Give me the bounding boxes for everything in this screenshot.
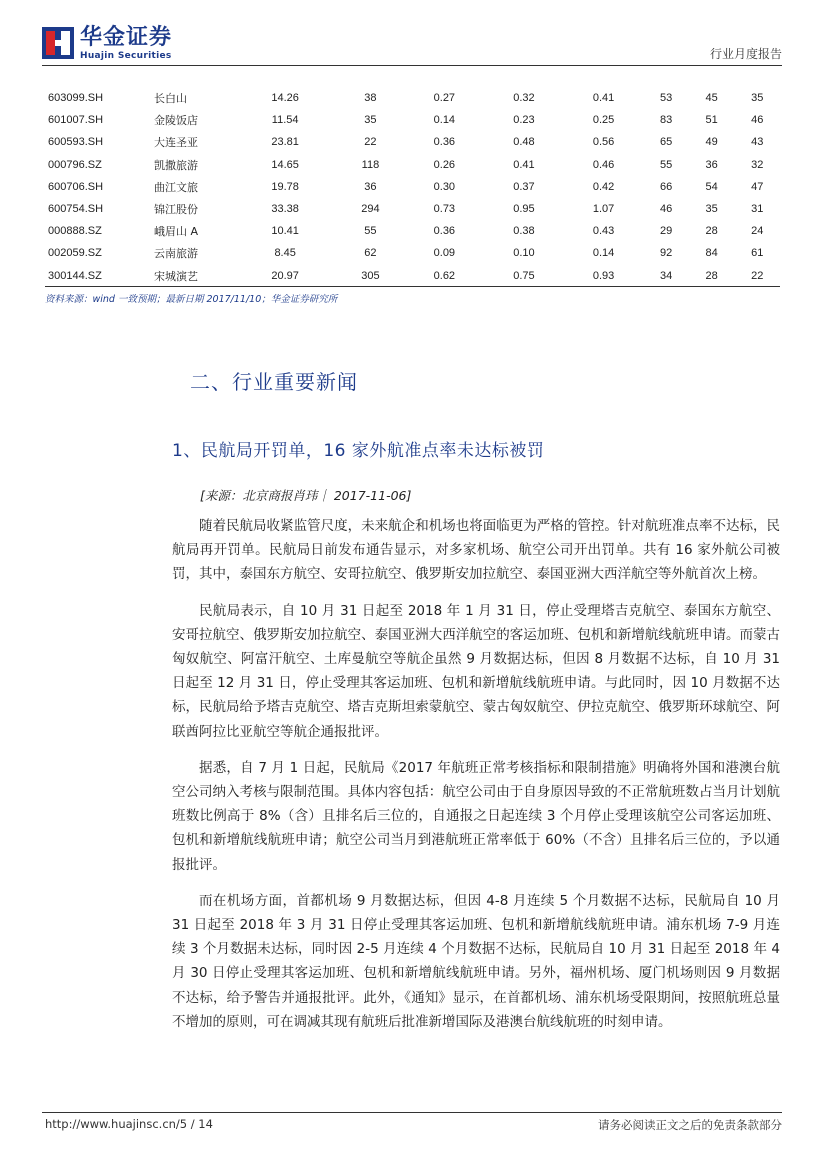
footer-disclaimer: 请务必阅读正文之后的免责条款部分 bbox=[598, 1118, 782, 1132]
table-cell: 19.78 bbox=[271, 180, 299, 193]
table-cell: 0.75 bbox=[513, 269, 535, 282]
page-header bbox=[42, 25, 782, 65]
table-cell: 0.41 bbox=[592, 92, 615, 105]
table-row bbox=[45, 198, 780, 220]
table-cell: 34 bbox=[660, 269, 673, 282]
table-cell: 0.42 bbox=[592, 180, 615, 193]
table-row bbox=[45, 87, 780, 109]
stock-code-cell: 600706.SH bbox=[48, 180, 104, 193]
stock-name-cell: 曲江文旅 bbox=[154, 180, 198, 194]
table-cell: 0.46 bbox=[592, 158, 615, 171]
table-cell: 0.95 bbox=[513, 203, 535, 216]
table-row bbox=[45, 265, 780, 287]
table-cell: 0.23 bbox=[513, 114, 535, 127]
table-cell: 0.48 bbox=[513, 136, 535, 149]
news-title: 1、民航局开罚单，16 家外航准点率未达标被罚 bbox=[172, 441, 545, 461]
table-cell: 0.09 bbox=[433, 247, 456, 260]
stock-code-cell: 000796.SZ bbox=[48, 158, 102, 171]
logo-english-name: Huajin Securities bbox=[80, 51, 172, 61]
table-row bbox=[45, 131, 780, 153]
table-cell: 305 bbox=[361, 269, 380, 282]
table-cell: 38 bbox=[364, 92, 377, 105]
table-cell: 0.38 bbox=[513, 225, 535, 238]
table-cell: 0.37 bbox=[513, 180, 535, 193]
table-cell: 36 bbox=[364, 180, 377, 193]
table-cell: 61 bbox=[751, 247, 764, 260]
stock-name-cell: 锦江股份 bbox=[154, 203, 198, 217]
stock-name-cell: 长白山 bbox=[154, 92, 187, 106]
table-cell: 46 bbox=[751, 114, 764, 127]
table-cell: 0.10 bbox=[513, 247, 535, 260]
stock-name-cell: 云南旅游 bbox=[154, 247, 198, 261]
stock-code-cell: 300144.SZ bbox=[48, 269, 102, 282]
table-cell: 92 bbox=[660, 247, 673, 260]
table-cell: 36 bbox=[705, 158, 718, 171]
news-article bbox=[172, 514, 780, 1046]
table-cell: 24 bbox=[751, 225, 764, 238]
table-cell: 35 bbox=[364, 114, 377, 127]
table-cell: 0.26 bbox=[433, 158, 456, 171]
table-cell: 118 bbox=[361, 158, 380, 171]
table-cell: 0.27 bbox=[433, 92, 456, 105]
section-title: 二、行业重要新闻 bbox=[190, 370, 358, 394]
table-cell: 55 bbox=[364, 225, 377, 238]
table-row bbox=[45, 220, 780, 242]
table-cell: 43 bbox=[751, 136, 764, 149]
table-cell: 0.32 bbox=[513, 92, 535, 105]
footer-url-page: http://www.huajinsc.cn/5 / 14 bbox=[45, 1117, 213, 1131]
table-cell: 294 bbox=[361, 203, 380, 216]
news-source: [来源：北京商报肖玮｜ 2017-11-06] bbox=[200, 488, 412, 503]
article-paragraph: 随着民航局收紧监管尺度，未来航企和机场也将面临更为严格的管控。针对航班准点率不达标，民航局再开罚单。民航局日前发布通告显示，对多家机场、航空公司开出罚单。共有 16 家外航公司被罚，其中，泰国东方航空、安哥拉航空、俄罗斯安加拉航空、泰国亚洲大西洋航空等外航首次上榜。 bbox=[172, 518, 780, 583]
table-cell: 20.97 bbox=[271, 269, 299, 282]
table-cell: 1.07 bbox=[592, 203, 615, 216]
table-cell: 0.36 bbox=[433, 136, 456, 149]
table-cell: 0.93 bbox=[592, 269, 615, 282]
stock-code-cell: 603099.SH bbox=[48, 92, 104, 105]
table-cell: 84 bbox=[705, 247, 718, 260]
stock-name-cell: 峨眉山 A bbox=[154, 225, 199, 239]
table-cell: 33.38 bbox=[271, 203, 299, 216]
stock-code-cell: 002059.SZ bbox=[48, 247, 102, 260]
stock-name-cell: 金陵饭店 bbox=[154, 114, 198, 128]
report-type: 行业月度报告 bbox=[709, 47, 782, 61]
stock-valuation-table bbox=[45, 87, 780, 287]
table-cell: 0.36 bbox=[433, 225, 456, 238]
stock-code-cell: 600754.SH bbox=[48, 203, 104, 216]
table-cell: 35 bbox=[751, 92, 764, 105]
article-paragraph: 而在机场方面，首都机场 9 月数据达标，但因 4-8 月连续 5 个月数据不达标，民航局自 10 月 31 日起至 2018 年 3 月 31 日停止受理其客运加班、包机和新增航线航班申请。浦东机场 7-9 月连续 3 个月数据未达标，同时因 2-5 月连续 4 个月数据不达标，民航局自 10 月 31 日起至 2018 年 4 月 30 日停止受理其客运加班、包机和新增航线航班申请。另外，福州机场、厦门机场则因 9 月数据不达标，给予警告并通报批评。此外，《通知》显示，在首都机场、浦东机场受限期间，按照航班总量不增加的原则，可在调减其现有航班后批准新增国际及港澳台航线航班的时刻申请。 bbox=[172, 892, 780, 1030]
table-cell: 45 bbox=[705, 92, 718, 105]
stock-name-cell: 宋城演艺 bbox=[154, 269, 198, 283]
table-cell: 22 bbox=[751, 269, 764, 282]
table-cell: 0.25 bbox=[592, 114, 615, 127]
table-cell: 14.65 bbox=[271, 158, 299, 171]
table-cell: 0.43 bbox=[592, 225, 615, 238]
article-paragraph: 据悉，自 7 月 1 日起，民航局《2017 年航班正常考核指标和限制措施》明确将外国和港澳台航空公司纳入考核与限制范围。具体内容包括：航空公司由于自身原因导致的不正常航班数占当月计划航班数比例高于 8%（含）且排名后三位的，自通报之日起连续 3 个月停止受理该航空公司客运加班、包机和新增航线航班申请；航空公司当月到港航班正常率低于 60%（不含）且排名后三位的，予以通报批评。 bbox=[172, 759, 780, 873]
table-cell: 10.41 bbox=[271, 225, 299, 238]
stock-name-cell: 大连圣亚 bbox=[154, 136, 198, 150]
table-cell: 53 bbox=[660, 92, 673, 105]
table-cell: 0.62 bbox=[433, 269, 456, 282]
table-cell: 46 bbox=[660, 203, 673, 216]
header-divider bbox=[42, 65, 782, 66]
table-cell: 28 bbox=[705, 225, 718, 238]
table-row bbox=[45, 154, 780, 176]
table-cell: 29 bbox=[660, 225, 673, 238]
table-cell: 28 bbox=[705, 269, 718, 282]
table-cell: 0.14 bbox=[433, 114, 456, 127]
stock-code-cell: 600593.SH bbox=[48, 136, 104, 149]
table-row bbox=[45, 176, 780, 198]
table-source-note: 资料来源：wind 一致预期；最新日期 2017/11/10；华金证券研究所 bbox=[45, 294, 338, 305]
table-cell: 31 bbox=[751, 203, 764, 216]
table-cell: 23.81 bbox=[271, 136, 299, 149]
table-cell: 0.41 bbox=[513, 158, 535, 171]
table-cell: 11.54 bbox=[271, 114, 299, 127]
table-cell: 47 bbox=[751, 180, 764, 193]
table-cell: 22 bbox=[364, 136, 377, 149]
table-cell: 0.30 bbox=[433, 180, 456, 193]
table-cell: 0.56 bbox=[592, 136, 615, 149]
table-cell: 62 bbox=[364, 247, 377, 260]
article-paragraph: 民航局表示，自 10 月 31 日起至 2018 年 1 月 31 日，停止受理塔吉克航空、泰国东方航空、安哥拉航空、俄罗斯安加拉航空、泰国亚洲大西洋航空的客运加班、包机和新增航线航班申请。而蒙古匈奴航空、阿富汗航空、土库曼航空等航企虽然 9 月数据达标，但因 8 月数据不达标，自 10 月 31 日起至 12 月 31 日，停止受理其客运加班、包机和新增航线航班申请。与此同时，因 10 月数据不达标，民航局给予塔吉克航空、塔吉克斯坦索蒙航空、蒙古匈奴航空、伊拉克航空、俄罗斯环球航空、阿联酋阿拉比亚航空等航企通报批评。 bbox=[172, 602, 780, 740]
stock-code-cell: 000888.SZ bbox=[48, 225, 102, 238]
huajin-logo-icon bbox=[42, 27, 74, 59]
table-row bbox=[45, 109, 780, 131]
stock-code-cell: 601007.SH bbox=[48, 114, 104, 127]
table-row bbox=[45, 242, 780, 264]
footer-divider bbox=[42, 1112, 782, 1113]
table-bottom-divider bbox=[45, 286, 780, 287]
table-cell: 65 bbox=[660, 136, 673, 149]
table-cell: 0.73 bbox=[433, 203, 456, 216]
table-cell: 54 bbox=[705, 180, 718, 193]
table-cell: 35 bbox=[705, 203, 718, 216]
table-cell: 83 bbox=[660, 114, 673, 127]
table-cell: 8.45 bbox=[274, 247, 296, 260]
table-cell: 14.26 bbox=[271, 92, 299, 105]
table-cell: 49 bbox=[705, 136, 718, 149]
table-cell: 55 bbox=[660, 158, 673, 171]
table-cell: 32 bbox=[751, 158, 764, 171]
table-cell: 66 bbox=[660, 180, 673, 193]
table-cell: 51 bbox=[705, 114, 718, 127]
logo-chinese-name: 华金证券 bbox=[80, 25, 173, 50]
table-cell: 0.14 bbox=[592, 247, 615, 260]
stock-name-cell: 凯撒旅游 bbox=[154, 158, 198, 172]
